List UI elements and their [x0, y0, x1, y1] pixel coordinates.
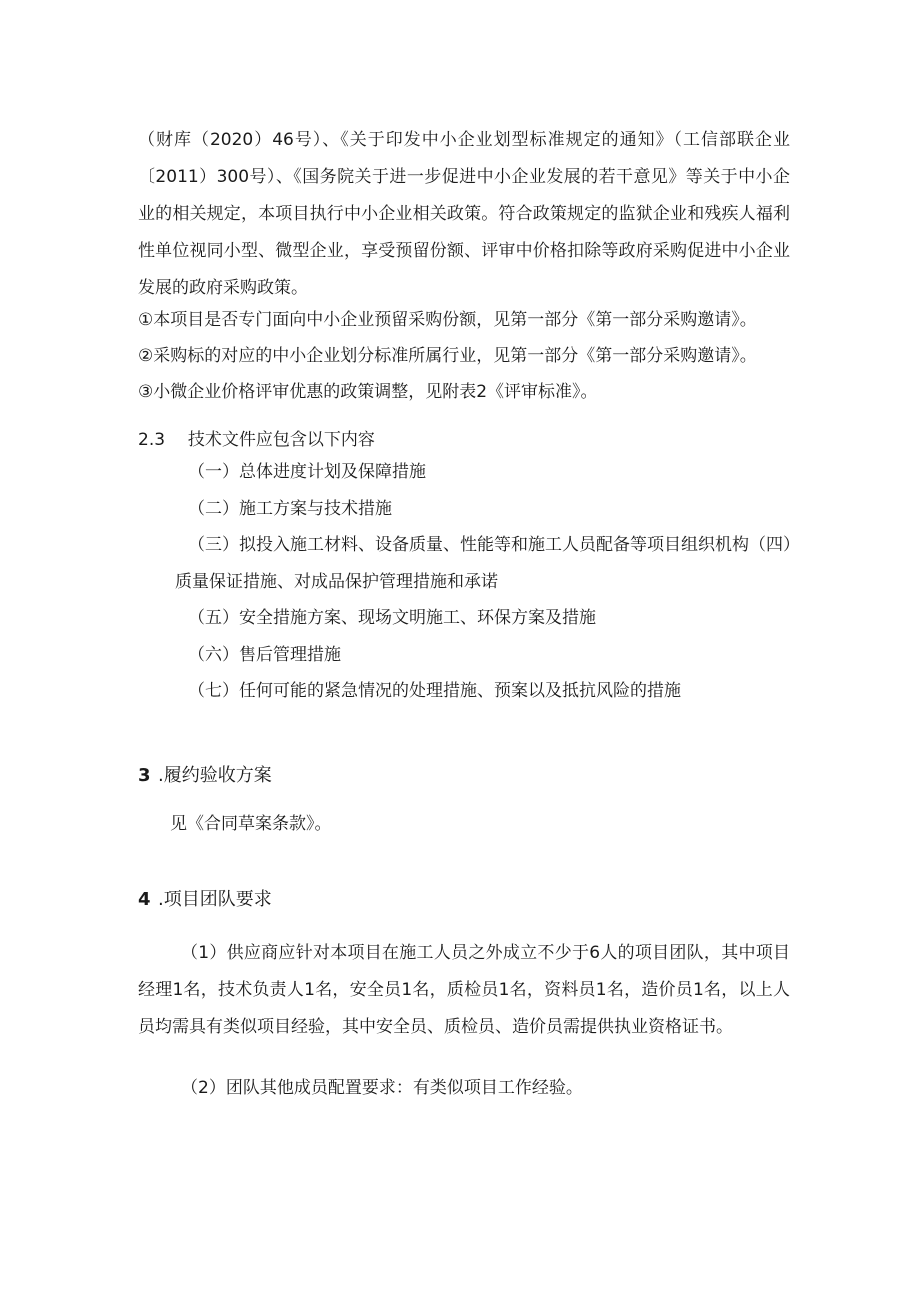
tech-item-5: （五）安全措施方案、现场文明施工、环保方案及措施	[188, 608, 596, 628]
section-4-number: 4	[138, 889, 151, 910]
tech-item-6: （六）售后管理措施	[188, 645, 341, 665]
section-4-heading	[138, 888, 272, 912]
tech-item-1: （一）总体进度计划及保障措施	[188, 462, 426, 482]
tech-item-3-continued: 质量保证措施、对成品保护管理措施和承诺	[175, 572, 498, 592]
policy-point-3: ③小微企业价格评审优惠的政策调整，见附表2《评审标准》。	[138, 382, 598, 402]
team-requirement-2: （2）团队其他成员配置要求：有类似项目工作经验。	[181, 1078, 583, 1098]
team-requirement-1: （1）供应商应针对本项目在施工人员之外成立不少于6人的项目团队，其中项目经理1名，技术负责人1名，安全员1名，质检员1名，资料员1名，造价员1名，以上人员均需具有类似项目经验，其中安全员、质检员、造价员需提供执业资格证书。	[138, 943, 790, 1037]
section-2-3-heading	[138, 428, 375, 452]
section-2-3-title: 技术文件应包含以下内容	[187, 430, 375, 450]
section-2-3-number: 2.3	[138, 430, 166, 450]
policy-point-2: ②采购标的对应的中小企业划分标准所属行业，见第一部分《第一部分采购邀请》。	[138, 346, 757, 366]
section-3-title: .履约验收方案	[158, 765, 272, 786]
section-3-heading	[138, 764, 272, 788]
intro-paragraph: （财库（2020）46号）、《关于印发中小企业划型标准规定的通知》（工信部联企业〔2011）300号）、《国务院关于进一步促进中小企业发展的若干意见》等关于中小企业的相关规定，本项目执行中小企业相关政策。符合政策规定的监狱企业和残疾人福利性单位视同小型、微型企业，享受预留份额、评审中价格扣除等政府采购促进中小企业发展的政府采购政策。	[138, 130, 790, 298]
tech-item-2: （二）施工方案与技术措施	[188, 499, 392, 519]
policy-point-1: ①本项目是否专门面向中小企业预留采购份额，见第一部分《第一部分采购邀请》。	[138, 310, 757, 330]
section-3-body: 见《合同草案条款》。	[170, 814, 332, 834]
tech-item-7: （七）任何可能的紧急情况的处理措施、预案以及抵抗风险的措施	[188, 681, 681, 701]
section-3-number: 3	[138, 765, 151, 786]
section-4-title: .项目团队要求	[158, 889, 272, 910]
tech-item-3: （三）拟投入施工材料、设备质量、性能等和施工人员配备等项目组织机构（四）	[188, 535, 800, 555]
